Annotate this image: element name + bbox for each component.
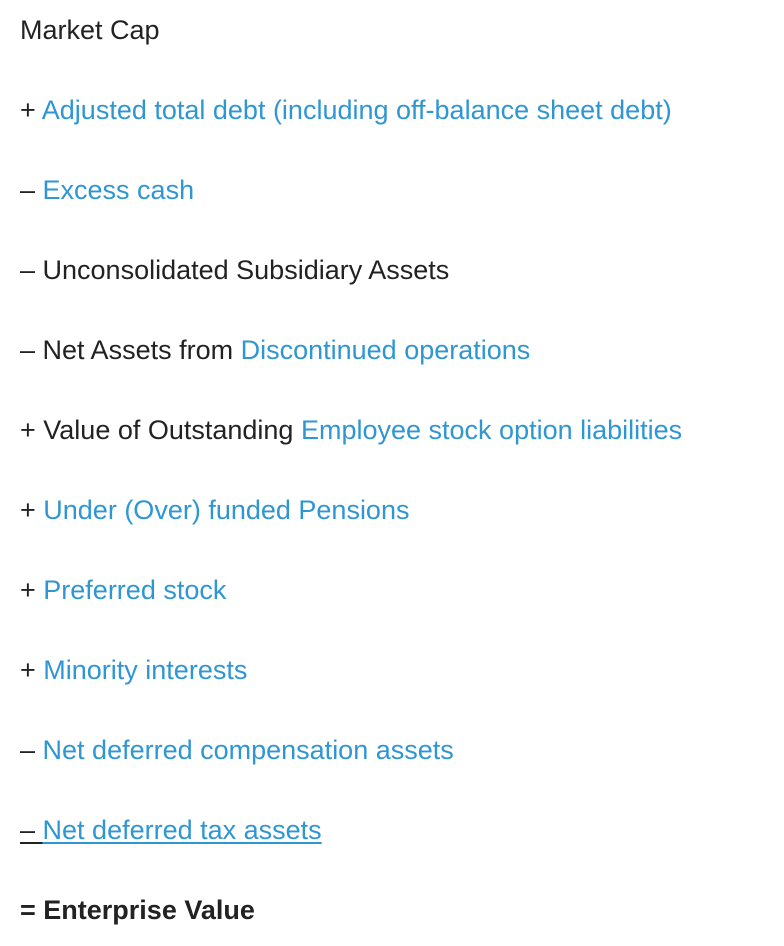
- market-cap-text: Market Cap: [20, 15, 160, 45]
- employee-stock-option-liabilities-link[interactable]: Employee stock option liabilities: [300, 415, 683, 445]
- net-deferred-tax-assets-link[interactable]: Net deferred tax assets: [42, 815, 322, 845]
- line-unconsolidated-subsidiary-assets: [20, 253, 449, 287]
- operator-plus: +: [20, 655, 44, 685]
- enterprise-value-text: Enterprise Value: [43, 895, 255, 925]
- line-employee-stock-options: [20, 413, 682, 447]
- preferred-stock-link[interactable]: Preferred stock: [43, 575, 227, 605]
- line-deferred-tax: [20, 813, 322, 847]
- operator-plus: +: [20, 95, 42, 125]
- line-discontinued-operations: [20, 333, 530, 367]
- line-market-cap: [20, 13, 160, 47]
- operator-minus: –: [20, 175, 43, 205]
- operator-equals: =: [20, 895, 44, 925]
- line-enterprise-value: [20, 893, 255, 927]
- line-deferred-compensation: [20, 733, 454, 767]
- operator-plus: +: [20, 495, 44, 525]
- operator-minus: –: [20, 815, 43, 845]
- operator-plus: +: [20, 575, 44, 605]
- net-deferred-compensation-assets-link[interactable]: Net deferred compensation assets: [42, 735, 454, 765]
- line-minority-interests: [20, 653, 247, 687]
- value-of-outstanding-text: Value of Outstanding: [43, 415, 301, 445]
- discontinued-operations-link[interactable]: Discontinued operations: [240, 335, 531, 365]
- unconsolidated-subsidiary-assets-text: Unconsolidated Subsidiary Assets: [42, 255, 450, 285]
- line-preferred-stock: [20, 573, 226, 607]
- operator-minus: –: [20, 335, 43, 365]
- operator-minus: –: [20, 255, 43, 285]
- under-over-funded-pensions-link[interactable]: Under (Over) funded Pensions: [43, 495, 410, 525]
- line-excess-cash: [20, 173, 194, 207]
- line-adjusted-total-debt: [20, 93, 672, 127]
- adjusted-total-debt-link[interactable]: Adjusted total debt (including off-balance sheet debt): [41, 95, 672, 125]
- excess-cash-link[interactable]: Excess cash: [42, 175, 195, 205]
- operator-plus: +: [20, 415, 44, 445]
- line-pensions: [20, 493, 409, 527]
- minority-interests-link[interactable]: Minority interests: [43, 655, 248, 685]
- net-assets-from-text: Net Assets from: [42, 335, 241, 365]
- operator-minus: –: [20, 735, 43, 765]
